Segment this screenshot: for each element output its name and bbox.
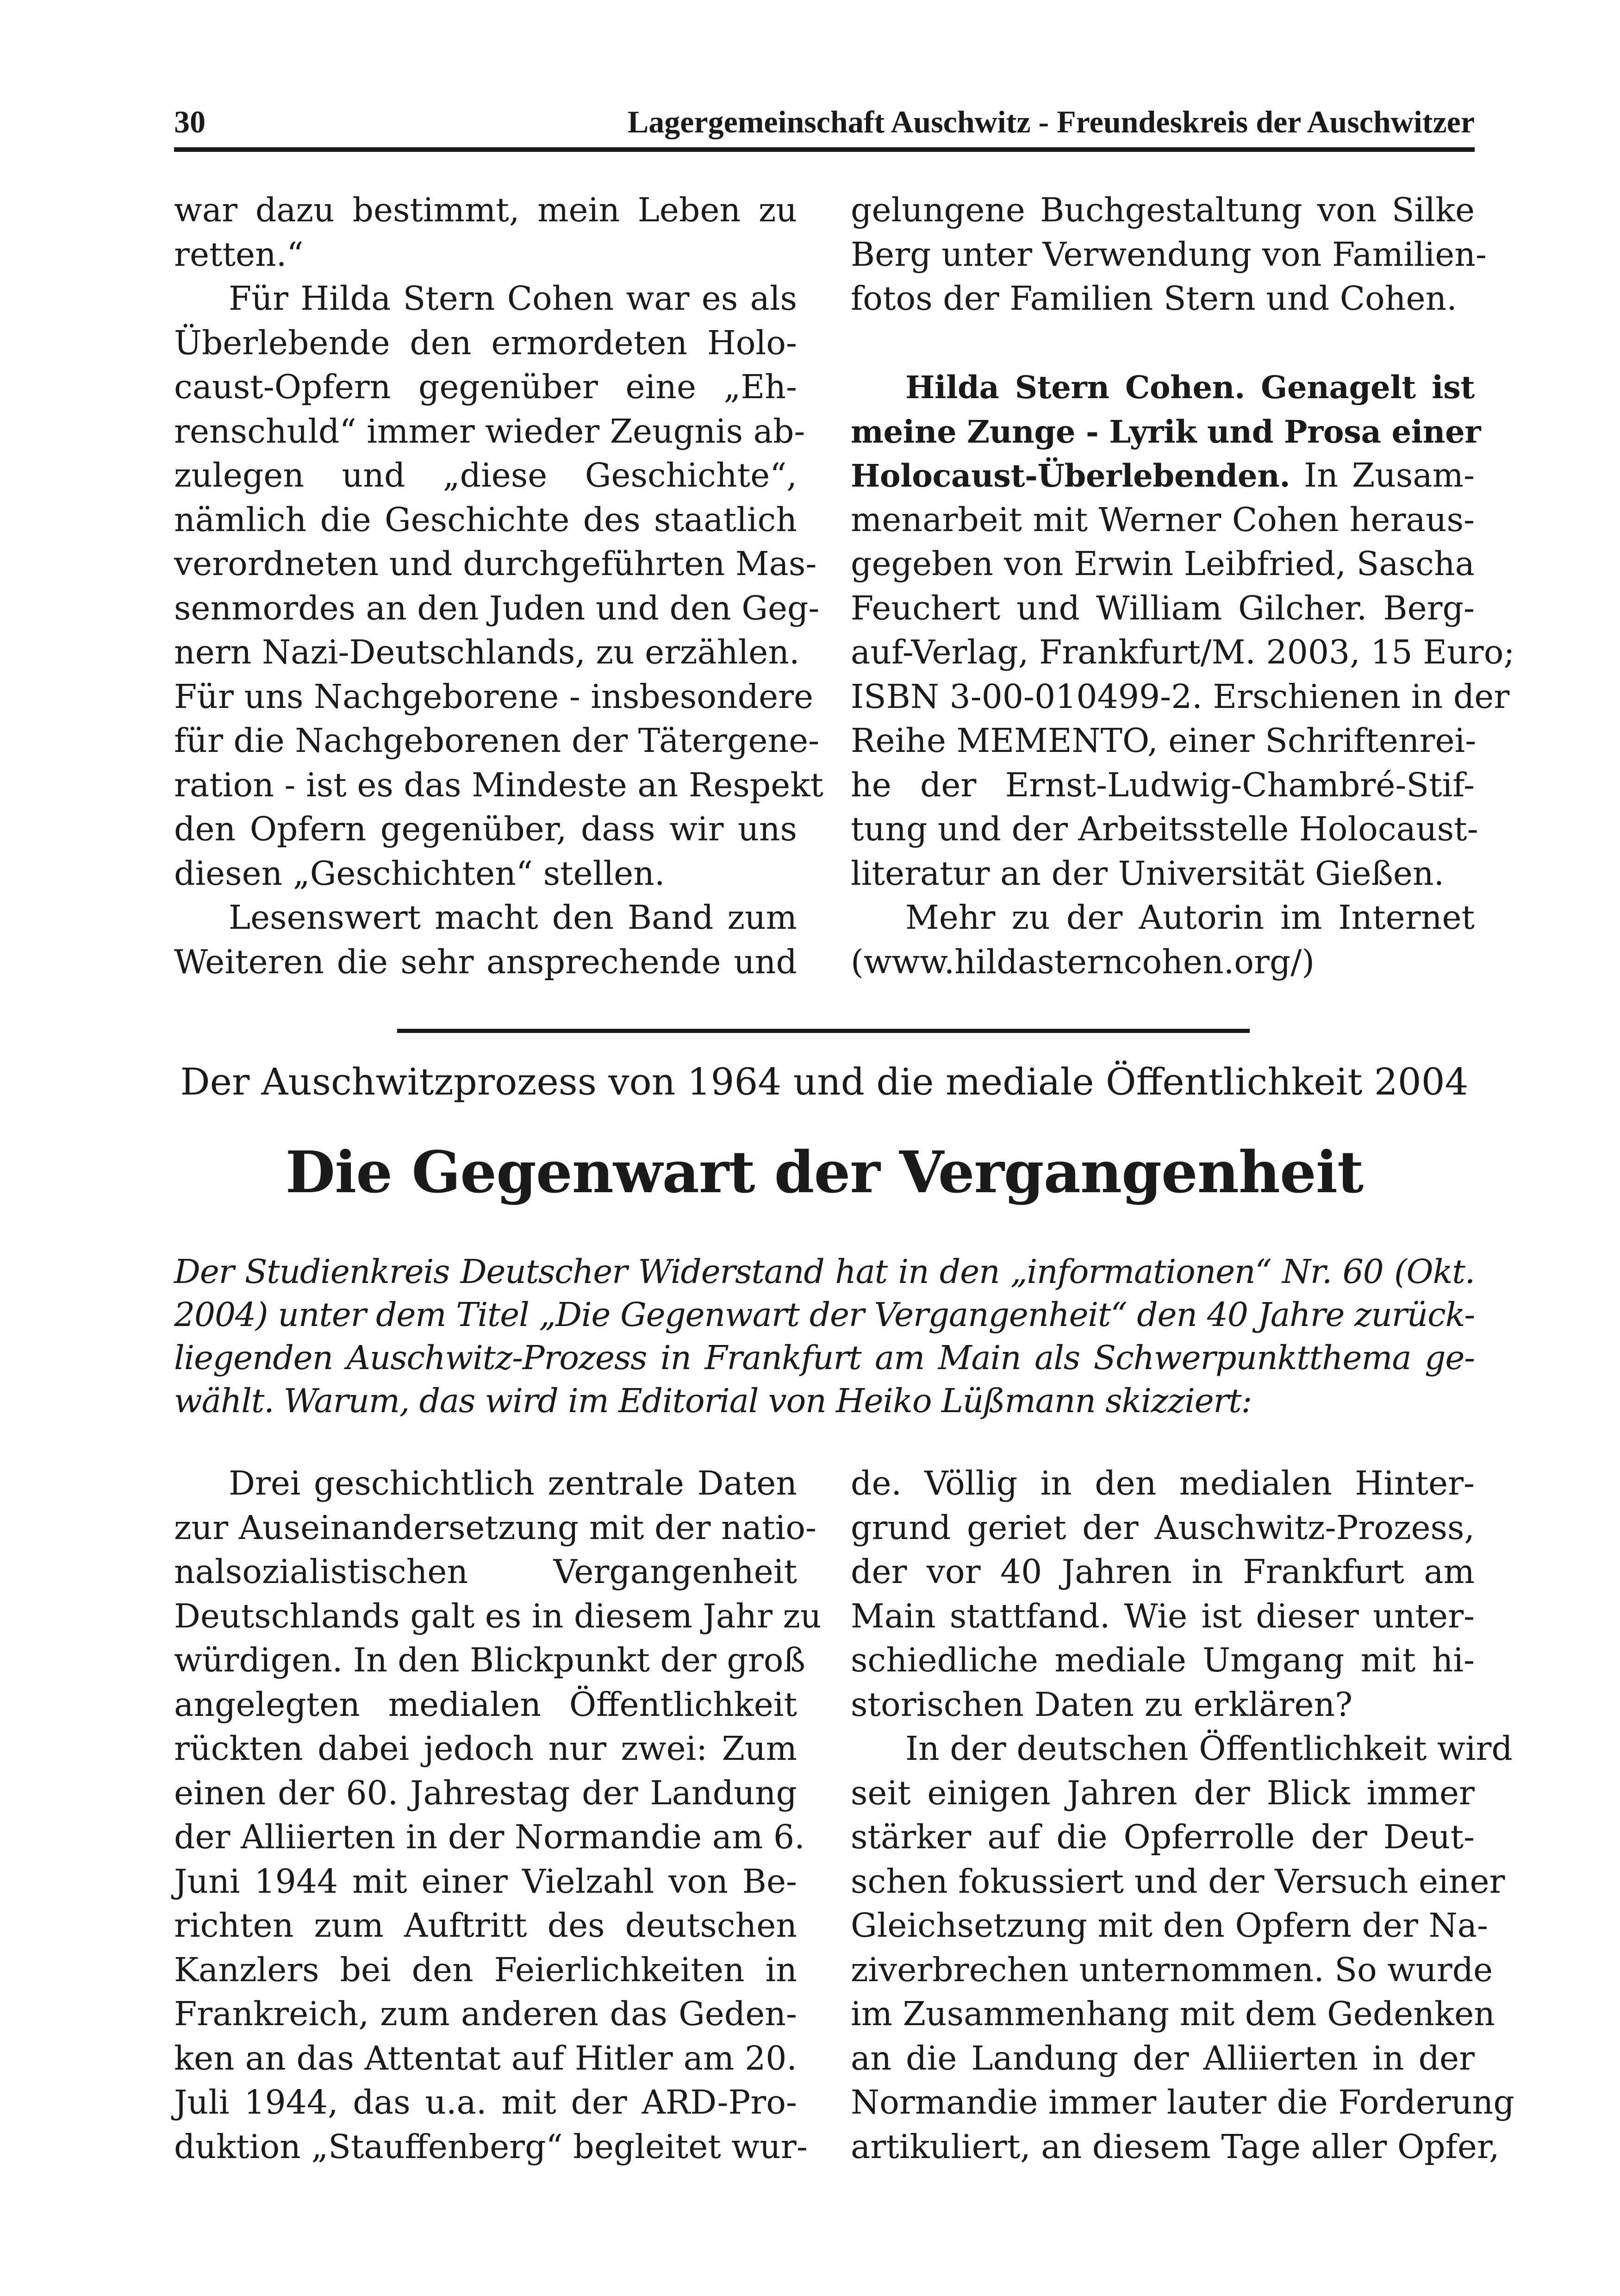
- text-line: Berg unter Verwendung von Familien-: [851, 235, 1487, 274]
- text-line: den Opfern gegenüber, dass wir uns: [174, 810, 797, 848]
- text-line: verordneten und durchgeführten Mas-: [174, 544, 817, 583]
- section-divider: [397, 1029, 1250, 1033]
- text-line: Mehr zu der Autorin im Internet: [905, 898, 1475, 937]
- website-reference: (www.hildasterncohen.org/): [851, 942, 1315, 981]
- text-line: de. Völlig in den medialen Hinter-: [851, 1464, 1475, 1502]
- book-title-line: [851, 409, 1481, 454]
- intro-line: Der Studienkreis Deutscher Widerstand hat in den „informationen“ Nr. 60 (Okt.: [174, 1252, 1475, 1291]
- intro-line: 2004) unter dem Titel „Die Gegenwart der Vergangenheit“ den 40 Jahre zurück-: [174, 1295, 1475, 1334]
- paragraph-gap: [851, 321, 1475, 365]
- text-line: stärker auf die Opferrolle der Deut-: [851, 1818, 1475, 1856]
- text-line: rückten dabei jedoch nur zwei: Zum: [174, 1729, 797, 1768]
- text-line: In der deutschen Öffentlichkeit wird: [905, 1729, 1513, 1768]
- text-line: seit einigen Jahren der Blick immer: [851, 1773, 1475, 1812]
- book-title-text: meine Zunge - Lyrik und Prosa einer: [851, 413, 1481, 450]
- text-line: an die Landung der Alliierten in der: [851, 2039, 1475, 2077]
- intro-line: liegenden Auschwitz-Prozess in Frankfurt am Main als Schwerpunktthema ge-: [174, 1339, 1475, 1377]
- article-left-column: [174, 1461, 822, 2169]
- text-line: duktion „Stauffenberg“ begleitet wur-: [174, 2127, 808, 2166]
- book-detail-text: In Zusam-: [1304, 456, 1475, 494]
- text-line: fotos der Familien Stern und Cohen.: [851, 279, 1457, 318]
- text-line: he der Ernst-Ludwig-Chambré-Stif-: [851, 765, 1475, 804]
- text-line: gelungene Buchgestaltung von Silke: [851, 191, 1475, 229]
- text-line: Reihe MEMENTO, einer Schriftenrei-: [851, 721, 1477, 760]
- text-line: Gleichsetzung mit den Opfern der Na-: [851, 1906, 1489, 1945]
- running-header: [174, 99, 1475, 141]
- text-line: renschuld“ immer wieder Zeugnis ab-: [174, 412, 805, 450]
- text-line: Deutschlands galt es in diesem Jahr zu: [174, 1596, 822, 1635]
- review-right-column: [851, 188, 1515, 984]
- text-line: ziverbrechen unternommen. So wurde: [851, 1950, 1493, 1989]
- text-line: Lesenswert macht den Band zum: [229, 898, 797, 937]
- text-line: Main stattfand. Wie ist dieser unter-: [851, 1596, 1475, 1635]
- page-number: 30: [174, 104, 206, 139]
- header-rule: [174, 147, 1475, 152]
- text-line: grund geriet der Auschwitz-Prozess,: [851, 1508, 1475, 1547]
- text-line: Drei geschichtlich zentrale Daten: [229, 1464, 797, 1502]
- book-title-line: [851, 453, 1475, 498]
- article-intro: [174, 1250, 1475, 1422]
- text-line: schen fokussiert und der Versuch einer: [851, 1862, 1505, 1901]
- book-title-line: [851, 365, 1475, 409]
- text-line: im Zusammenhang mit dem Gedenken: [851, 1995, 1495, 2033]
- text-line: literatur an der Universität Gießen.: [851, 854, 1445, 893]
- text-line: ration - ist es das Mindeste an Respekt: [174, 765, 823, 804]
- text-line: gegeben von Erwin Leibfried, Sascha: [851, 544, 1475, 583]
- text-line: Weiteren die sehr ansprechende und: [174, 942, 797, 981]
- text-line: Normandie immer lauter die Forderung: [851, 2083, 1514, 2121]
- text-line: diesen „Geschichten“ stellen.: [174, 854, 665, 893]
- review-left-column: [174, 188, 823, 984]
- text-line: schiedliche mediale Umgang mit hi-: [851, 1641, 1475, 1679]
- text-line: zulegen und „diese Geschichte“,: [174, 456, 797, 494]
- text-line: menarbeit mit Werner Cohen heraus-: [851, 500, 1475, 539]
- text-line: der Alliierten in der Normandie am 6.: [174, 1818, 805, 1856]
- intro-line: wählt. Warum, das wird im Editorial von Heiko Lüßmann skizziert:: [174, 1382, 1252, 1420]
- text-line: artikuliert, an diesem Tage aller Opfer,: [851, 2127, 1500, 2166]
- text-line: der vor 40 Jahren in Frankfurt am: [851, 1552, 1475, 1591]
- article-subtitle: Der Auschwitzprozess von 1964 und die mediale Öffentlichkeit 2004: [180, 1060, 1469, 1103]
- text-line: Kanzlers bei den Feierlichkeiten in: [174, 1950, 797, 1989]
- text-line: auf-Verlag, Frankfurt/M. 2003, 15 Euro;: [851, 633, 1515, 671]
- article-headline: Die Gegenwart der Vergangenheit: [285, 1139, 1364, 1206]
- text-line: ken an das Attentat auf Hitler am 20.: [174, 2039, 797, 2077]
- text-line: Für uns Nachgeborene - insbesondere: [174, 677, 814, 716]
- text-line: Frankreich, zum anderen das Geden-: [174, 1995, 797, 2033]
- text-line: Juli 1944, das u.a. mit der ARD-Pro-: [174, 2083, 797, 2121]
- article-right-column: [851, 1461, 1514, 2169]
- text-line: nalsozialistischen Vergangenheit: [174, 1552, 797, 1591]
- text-line: storischen Daten zu erklären?: [851, 1685, 1353, 1724]
- publication-title: Lagergemeinschaft Auschwitz - Freundeskreis der Auschwitzer: [627, 104, 1475, 139]
- text-line: retten.“: [174, 235, 304, 274]
- book-title-text: Holocaust-Überlebenden.: [851, 457, 1290, 494]
- text-line: angelegten medialen Öffentlichkeit: [174, 1685, 797, 1724]
- text-line: ISBN 3-00-010499-2. Erschienen in der: [851, 677, 1510, 716]
- text-line: caust-Opfern gegenüber eine „Eh-: [174, 368, 797, 406]
- text-line: senmordes an den Juden und den Geg-: [174, 588, 820, 627]
- text-line: tung und der Arbeitsstelle Holocaust-: [851, 810, 1478, 848]
- book-title-text: Hilda Stern Cohen. Genagelt ist: [905, 369, 1475, 406]
- text-line: richten zum Auftritt des deutschen: [174, 1906, 797, 1945]
- text-line: Feuchert und William Gilcher. Berg-: [851, 588, 1475, 627]
- text-line: für die Nachgeborenen der Tätergene-: [174, 721, 820, 760]
- text-line: nämlich die Geschichte des staatlich: [174, 500, 797, 539]
- text-line: Überlebende den ermordeten Holo-: [174, 323, 797, 362]
- text-line: Juni 1944 mit einer Vielzahl von Be-: [174, 1862, 797, 1901]
- text-line: nern Nazi-Deutschlands, zu erzählen.: [174, 633, 800, 671]
- text-line: Für Hilda Stern Cohen war es als: [229, 279, 797, 318]
- text-line: war dazu bestimmt, mein Leben zu: [174, 191, 797, 229]
- text-line: einen der 60. Jahrestag der Landung: [174, 1773, 797, 1812]
- text-line: zur Auseinandersetzung mit der natio-: [174, 1508, 817, 1547]
- text-line: würdigen. In den Blickpunkt der groß: [174, 1641, 805, 1679]
